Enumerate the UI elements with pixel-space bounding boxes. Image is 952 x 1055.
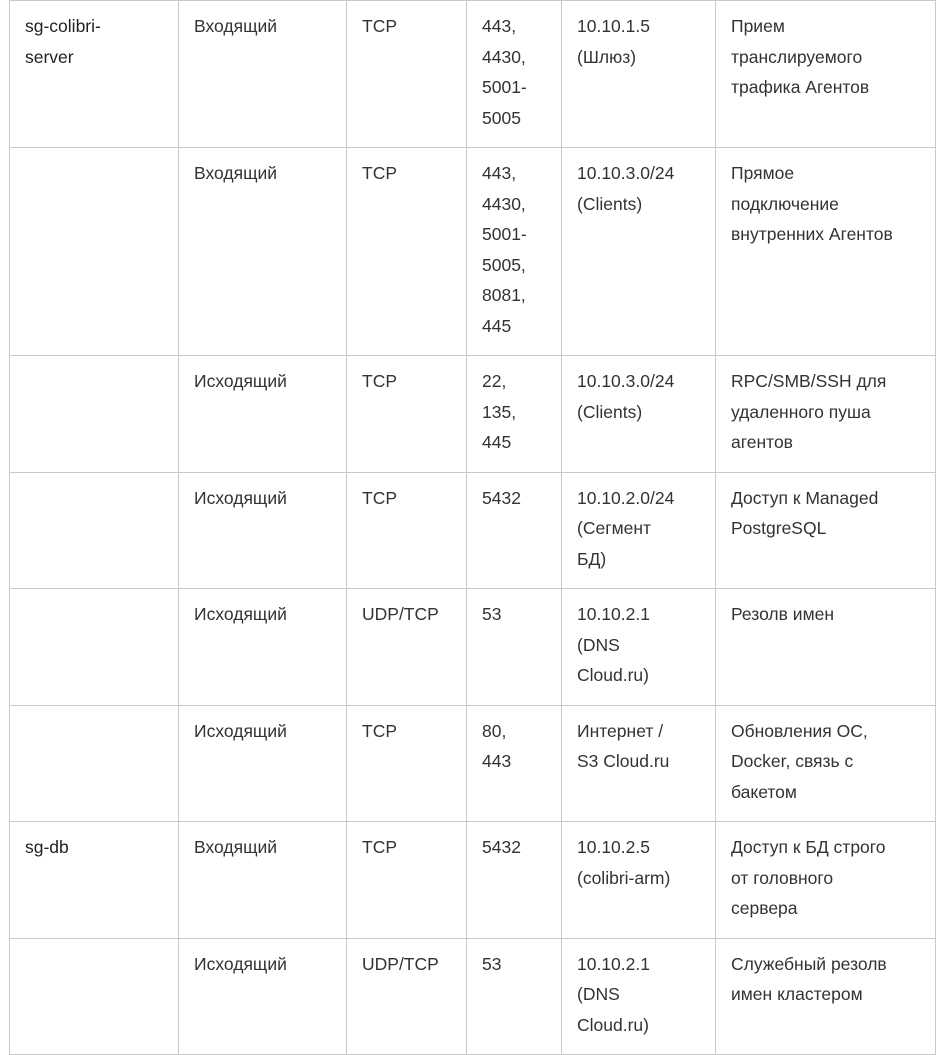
direction-cell-text: Входящий [194, 837, 278, 857]
purpose-cell-line: бакетом [731, 781, 797, 802]
direction-cell-text: Исходящий [194, 604, 287, 624]
protocol-cell [347, 356, 467, 473]
security-group-cell-line: sg-colibri- [25, 16, 101, 36]
purpose-cell-line: транслируемого [731, 46, 863, 67]
protocol-cell [347, 1, 467, 148]
purpose-cell-line: трафика Агентов [731, 77, 870, 97]
address-cell [562, 705, 716, 822]
direction-cell-text: Входящий [194, 16, 278, 36]
protocol-cell [347, 938, 467, 1055]
address-cell-line: (Шлюз) [577, 46, 637, 67]
direction-cell [179, 938, 347, 1055]
address-cell-line: Интернет / [577, 720, 664, 741]
address-cell-line: 10.10.2.0/24 [577, 487, 675, 508]
address-cell-line: Cloud.ru) [577, 665, 649, 685]
security-group-cell-line: server [25, 46, 74, 67]
address-cell [562, 822, 716, 939]
purpose-cell-line: PostgreSQL [731, 518, 827, 538]
address-cell-line: 10.10.3.0/24 [577, 371, 675, 391]
protocol-cell [347, 822, 467, 939]
direction-cell [179, 589, 347, 706]
purpose-cell-line: сервера [731, 898, 798, 918]
security-group-cell-line: sg-db [25, 837, 69, 857]
purpose-cell [716, 938, 936, 1055]
purpose-cell [716, 589, 936, 706]
purpose-cell-line: Прямое [731, 163, 795, 183]
direction-cell-text: Исходящий [194, 371, 287, 391]
protocol-cell-text: TCP [362, 16, 397, 36]
purpose-cell [716, 148, 936, 356]
table-row [10, 356, 936, 473]
purpose-cell-line: Docker, связь с [731, 751, 854, 771]
ports-cell [467, 822, 562, 939]
ports-cell [467, 589, 562, 706]
ports-cell-line: 53 [482, 604, 502, 624]
security-group-cell [10, 705, 179, 822]
ports-cell-line: 5005 [482, 107, 521, 128]
ports-cell [467, 472, 562, 589]
protocol-cell [347, 589, 467, 706]
ports-cell [467, 148, 562, 356]
purpose-cell-line: Служебный резолв [731, 953, 887, 974]
ports-cell-line: 5001- [482, 224, 527, 244]
table-row [10, 822, 936, 939]
table-row [10, 1, 936, 148]
purpose-cell [716, 1, 936, 148]
address-cell-line: 10.10.3.0/24 [577, 163, 675, 183]
protocol-cell-text: UDP/TCP [362, 604, 439, 624]
address-cell-line: 10.10.2.1 [577, 604, 650, 624]
table-row [10, 938, 936, 1055]
table-row [10, 589, 936, 706]
direction-cell [179, 1, 347, 148]
protocol-cell [347, 148, 467, 356]
ports-cell-line: 53 [482, 953, 502, 974]
ports-cell-line: 22, [482, 371, 507, 391]
ports-cell [467, 1, 562, 148]
address-cell-line: Cloud.ru) [577, 1014, 649, 1035]
direction-cell [179, 705, 347, 822]
direction-cell-text: Исходящий [194, 720, 287, 741]
address-cell-line: (Clients) [577, 401, 643, 422]
security-rules-table-wrapper [9, 0, 935, 1055]
protocol-cell-text: TCP [362, 487, 397, 508]
purpose-cell-line: подключение [731, 193, 839, 214]
direction-cell-text: Исходящий [194, 953, 287, 974]
direction-cell [179, 472, 347, 589]
direction-cell [179, 148, 347, 356]
security-group-cell [10, 1, 179, 148]
purpose-cell-line: внутренних Агентов [731, 224, 893, 244]
direction-cell [179, 822, 347, 939]
table-row [10, 705, 936, 822]
ports-cell-line: 5005, [482, 254, 526, 275]
security-rules-table-body [10, 1, 936, 1055]
purpose-cell-line: удаленного пуша [731, 401, 871, 422]
purpose-cell-line: Доступ к БД строго [731, 837, 886, 857]
direction-cell-text: Входящий [194, 163, 278, 183]
security-group-cell [10, 938, 179, 1055]
direction-cell-text: Исходящий [194, 487, 287, 508]
address-cell [562, 148, 716, 356]
security-group-cell [10, 822, 179, 939]
protocol-cell-text: TCP [362, 837, 397, 857]
protocol-cell [347, 705, 467, 822]
purpose-cell-line: имен кластером [731, 984, 863, 1004]
direction-cell [179, 356, 347, 473]
ports-cell [467, 938, 562, 1055]
ports-cell-line: 4430, [482, 193, 526, 214]
purpose-cell-line: Доступ к Managed [731, 487, 879, 508]
address-cell-line: S3 Cloud.ru [577, 751, 670, 771]
address-cell-line: (Clients) [577, 193, 643, 214]
purpose-cell-line: от головного [731, 867, 834, 888]
address-cell-line: (colibri-arm) [577, 867, 671, 888]
ports-cell-line: 443, [482, 16, 517, 36]
address-cell [562, 589, 716, 706]
address-cell-line: 10.10.2.5 [577, 837, 650, 857]
purpose-cell [716, 822, 936, 939]
ports-cell-line: 4430, [482, 46, 526, 67]
table-row [10, 472, 936, 589]
ports-cell [467, 705, 562, 822]
ports-cell [467, 356, 562, 473]
ports-cell-line: 445 [482, 432, 512, 452]
purpose-cell-line: Обновления ОС, [731, 720, 868, 741]
address-cell [562, 472, 716, 589]
purpose-cell-line: Прием [731, 16, 785, 36]
ports-cell-line: 445 [482, 315, 512, 336]
purpose-cell [716, 472, 936, 589]
ports-cell-line: 443, [482, 163, 517, 183]
ports-cell-line: 5432 [482, 837, 521, 857]
protocol-cell [347, 472, 467, 589]
purpose-cell [716, 705, 936, 822]
protocol-cell-text: UDP/TCP [362, 953, 439, 974]
security-group-cell [10, 589, 179, 706]
ports-cell-line: 5432 [482, 487, 521, 508]
ports-cell-line: 135, [482, 401, 517, 422]
address-cell-line: 10.10.1.5 [577, 16, 650, 36]
address-cell [562, 356, 716, 473]
purpose-cell-line: RPC/SMB/SSH для [731, 371, 887, 391]
address-cell-line: 10.10.2.1 [577, 953, 650, 974]
purpose-cell [716, 356, 936, 473]
address-cell-line: (DNS [577, 634, 620, 655]
address-cell-line: БД) [577, 548, 607, 569]
purpose-cell-line: агентов [731, 432, 793, 452]
table-row [10, 148, 936, 356]
protocol-cell-text: TCP [362, 720, 397, 741]
address-cell [562, 938, 716, 1055]
ports-cell-line: 8081, [482, 285, 526, 305]
protocol-cell-text: TCP [362, 163, 397, 183]
address-cell-line: (Сегмент [577, 518, 652, 538]
protocol-cell-text: TCP [362, 371, 397, 391]
ports-cell-line: 80, [482, 720, 507, 741]
ports-cell-line: 5001- [482, 77, 527, 97]
security-rules-table [9, 0, 936, 1055]
security-group-cell [10, 356, 179, 473]
security-group-cell [10, 148, 179, 356]
purpose-cell-line: Резолв имен [731, 604, 835, 624]
security-group-cell [10, 472, 179, 589]
address-cell-line: (DNS [577, 984, 620, 1004]
address-cell [562, 1, 716, 148]
ports-cell-line: 443 [482, 751, 512, 771]
